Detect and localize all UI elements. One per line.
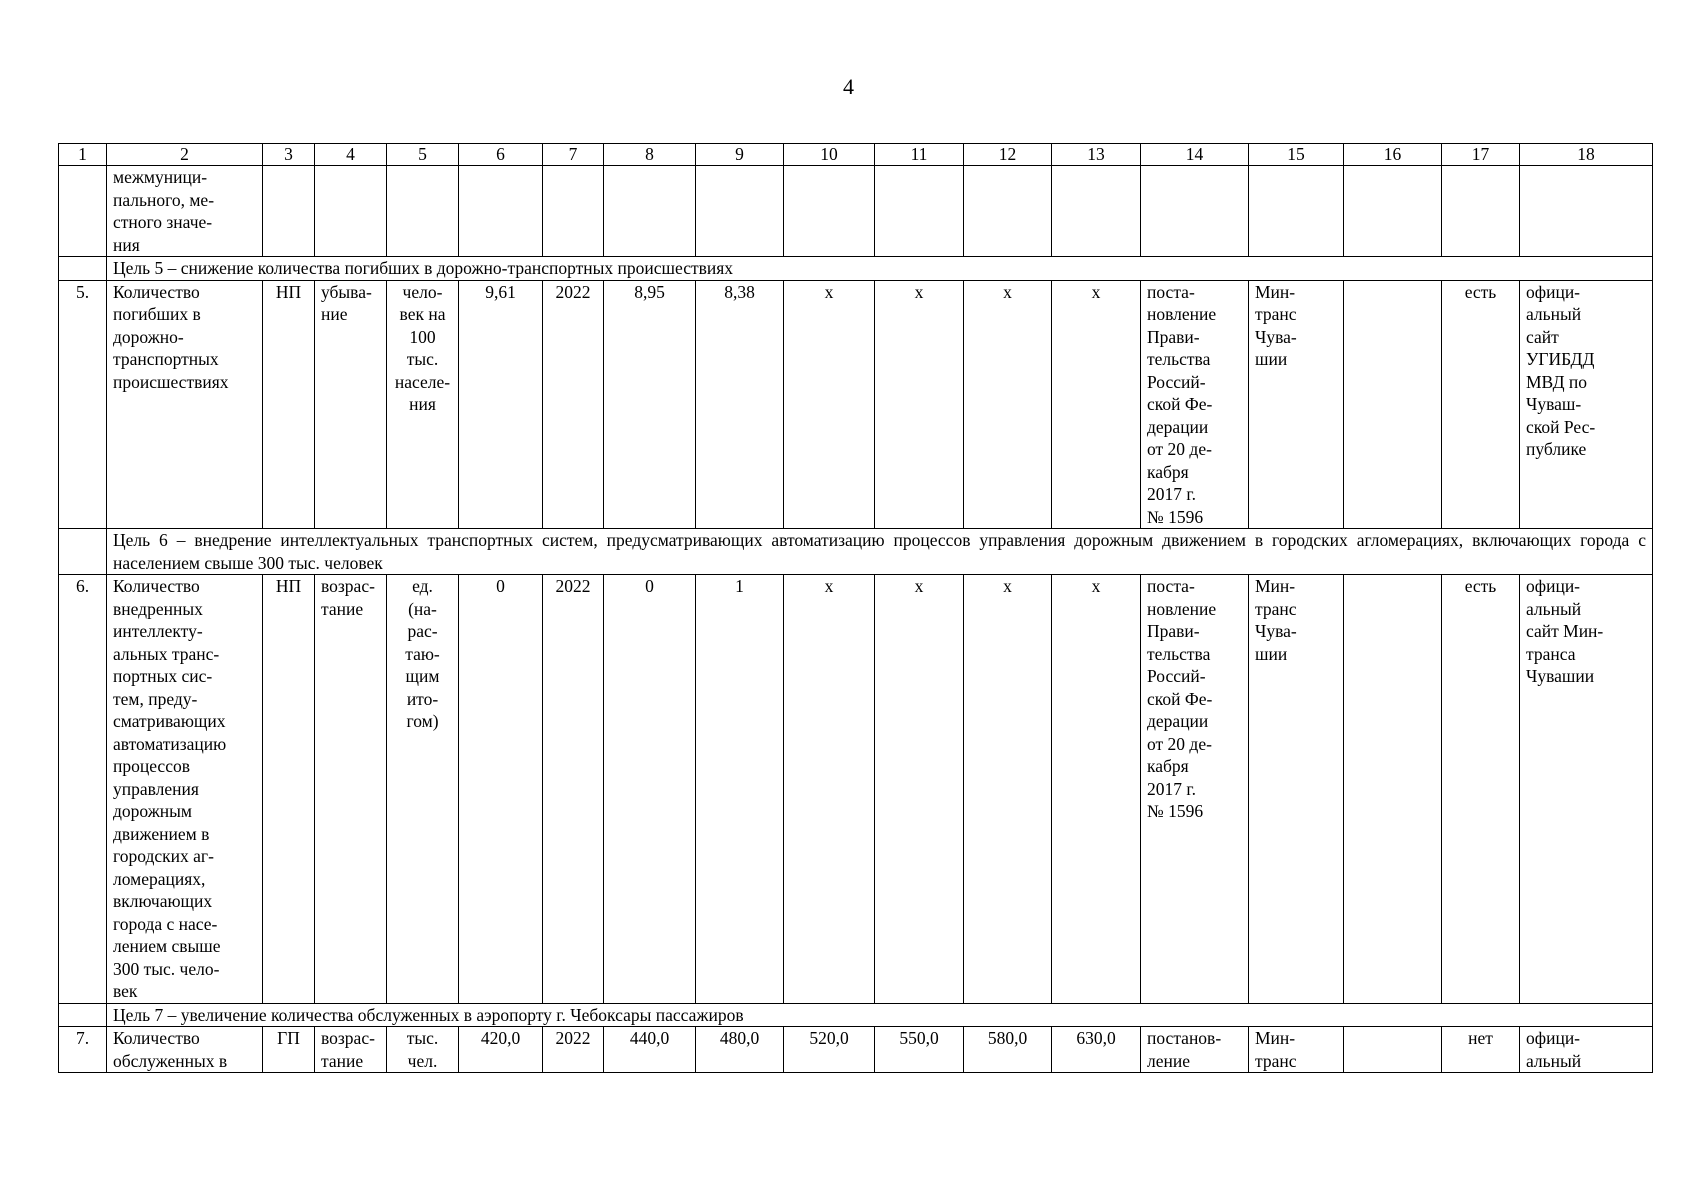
value-cell: х [784, 280, 875, 529]
value-cell: х [1052, 280, 1141, 529]
indicator-name-cell: Количество обслуженных в [107, 1027, 263, 1073]
header-cell: 4 [315, 144, 387, 166]
goal-row [59, 1003, 1653, 1027]
header-cell: 6 [459, 144, 543, 166]
source-cell: офици- альный сайт УГИБДД МВД по Чуваш- ской Рес- публике [1520, 280, 1653, 529]
base-year-cell: 2022 [543, 280, 604, 529]
flag-cell: нет [1442, 1027, 1520, 1073]
value-cell: 520,0 [784, 1027, 875, 1073]
indicator-type-cell: ГП [263, 1027, 315, 1073]
header-cell: 9 [696, 144, 784, 166]
unit-cell: ед. (на- рас- таю- щим ито- гом) [387, 575, 459, 1004]
header-cell: 11 [875, 144, 964, 166]
goal-row [59, 529, 1653, 575]
header-cell: 8 [604, 144, 696, 166]
header-cell: 16 [1344, 144, 1442, 166]
responsible-cell: Мин- транс Чува- шии [1249, 575, 1344, 1004]
indicator-name-cell: Количество погибших в дорожно- транспортных происшествиях [107, 280, 263, 529]
indicator-type-cell: НП [263, 575, 315, 1004]
header-cell: 18 [1520, 144, 1653, 166]
header-cell: 14 [1141, 144, 1249, 166]
row-number-cell: 7. [59, 1027, 107, 1073]
indicator-name-cell: межмуници- пального, ме- стного значе- ния [107, 166, 263, 257]
flag-cell: есть [1442, 575, 1520, 1004]
indicator-name-cell: Количество внедренных интеллекту- альных транс- портных сис- тем, преду- сматривающих автоматизацию процессов управления дорожным движением в городских аг- ломерациях, включающих города с насе- лением свыше 300 тыс. чело- век [107, 575, 263, 1004]
indicator-type-cell: НП [263, 280, 315, 529]
header-cell: 1 [59, 144, 107, 166]
flag-cell: есть [1442, 280, 1520, 529]
page-number: 4 [843, 74, 854, 99]
source-cell: офици- альный сайт Мин- транса Чувашии [1520, 575, 1653, 1004]
header-cell: 12 [964, 144, 1052, 166]
header-cell: 10 [784, 144, 875, 166]
table-row [59, 280, 1653, 529]
table-row-continuation [59, 166, 1653, 257]
base-value-cell: 420,0 [459, 1027, 543, 1073]
responsible-cell: Мин- транс Чува- шии [1249, 280, 1344, 529]
value-cell: х [1052, 575, 1141, 1004]
value-cell: 8,95 [604, 280, 696, 529]
goal-5-text: Цель 5 – снижение количества погибших в дорожно-транспортных происшествиях [107, 257, 1653, 281]
empty-cell [1344, 575, 1442, 1004]
row-number-cell: 5. [59, 280, 107, 529]
indicators-table [58, 143, 1653, 1073]
trend-cell: возрас- тание [315, 1027, 387, 1073]
value-cell: 1 [696, 575, 784, 1004]
document-cell: поста- новление Прави- тельства Россий- ской Фе- дерации от 20 де- кабря 2017 г. № 1596 [1141, 575, 1249, 1004]
responsible-cell: Мин- транс [1249, 1027, 1344, 1073]
empty-cell [1344, 1027, 1442, 1073]
unit-cell: чело- век на 100 тыс. населе- ния [387, 280, 459, 529]
value-cell: 630,0 [1052, 1027, 1141, 1073]
table-row [59, 575, 1653, 1004]
value-cell: 550,0 [875, 1027, 964, 1073]
value-cell: 480,0 [696, 1027, 784, 1073]
header-cell: 3 [263, 144, 315, 166]
header-cell: 7 [543, 144, 604, 166]
goal-7-text: Цель 7 – увеличение количества обслуженных в аэропорту г. Чебоксары пассажиров [107, 1003, 1653, 1027]
document-cell: постанов- ление [1141, 1027, 1249, 1073]
value-cell: х [964, 280, 1052, 529]
row-number-cell: 6. [59, 575, 107, 1004]
header-cell: 15 [1249, 144, 1344, 166]
unit-cell: тыс. чел. [387, 1027, 459, 1073]
goal-row [59, 257, 1653, 281]
trend-cell: возрас- тание [315, 575, 387, 1004]
trend-cell: убыва- ние [315, 280, 387, 529]
header-cell: 13 [1052, 144, 1141, 166]
table-row [59, 1027, 1653, 1073]
value-cell: х [875, 280, 964, 529]
header-cell: 17 [1442, 144, 1520, 166]
table-header-row [59, 144, 1653, 166]
goal-6-text: Цель 6 – внедрение интеллектуальных транспортных систем, предусматривающих автоматизацию процессов управления дорожным движением в городских агломерациях, включающих города с населением свыше 300 тыс. человек [107, 529, 1653, 575]
header-cell: 5 [387, 144, 459, 166]
source-cell: офици- альный [1520, 1027, 1653, 1073]
base-year-cell: 2022 [543, 575, 604, 1004]
empty-cell [1344, 280, 1442, 529]
value-cell: 8,38 [696, 280, 784, 529]
value-cell: х [784, 575, 875, 1004]
base-value-cell: 0 [459, 575, 543, 1004]
base-year-cell: 2022 [543, 1027, 604, 1073]
value-cell: х [875, 575, 964, 1004]
value-cell: 580,0 [964, 1027, 1052, 1073]
header-cell: 2 [107, 144, 263, 166]
base-value-cell: 9,61 [459, 280, 543, 529]
value-cell: 0 [604, 575, 696, 1004]
value-cell: 440,0 [604, 1027, 696, 1073]
value-cell: х [964, 575, 1052, 1004]
document-cell: поста- новление Прави- тельства Россий- ской Фе- дерации от 20 де- кабря 2017 г. № 1596 [1141, 280, 1249, 529]
